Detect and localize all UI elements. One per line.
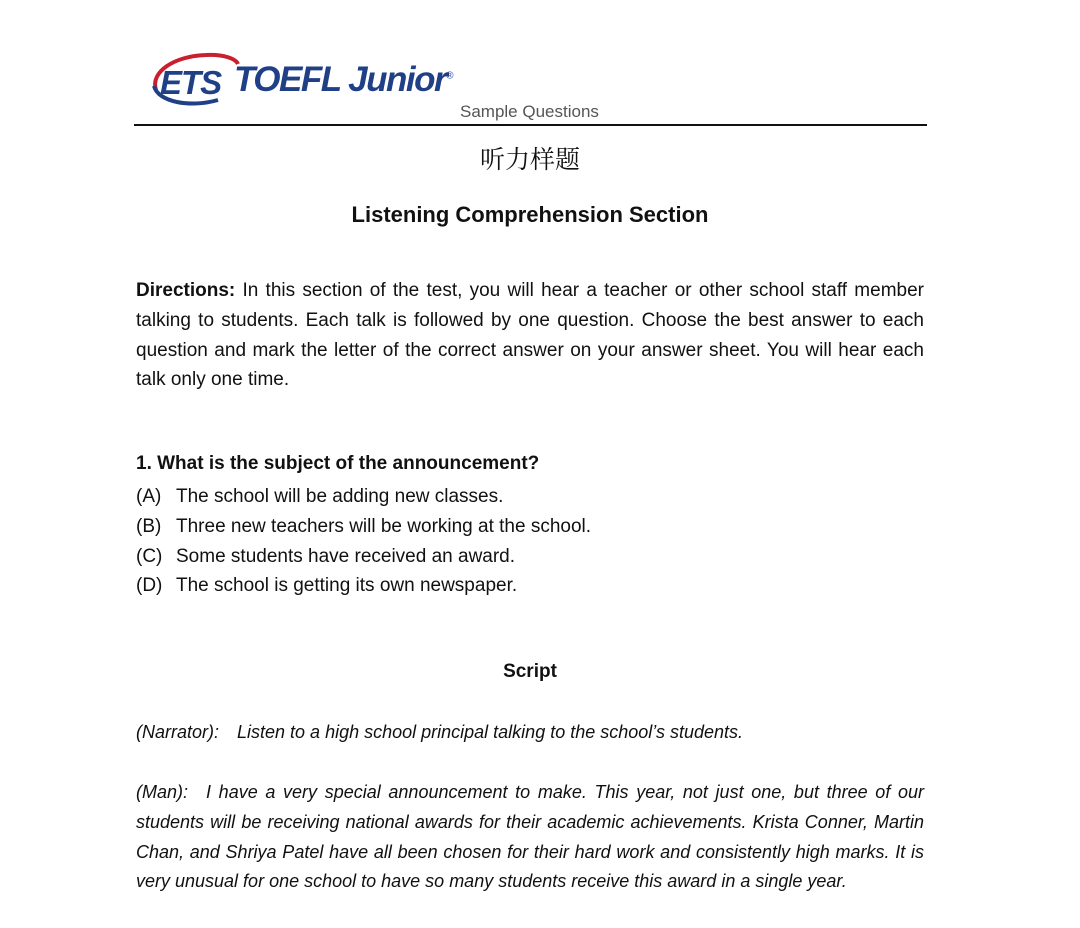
option-b [136, 512, 591, 542]
option-a [136, 482, 591, 512]
script-line-man [136, 778, 924, 897]
script-text: Listen to a high school principal talking to the school’s students. [237, 722, 743, 742]
script-text: I have a very special announcement to make. This year, not just one, but three of our students will be receiving national awards for their academic achievements. Krista Conner, Martin Chan, and Shriya Patel have all been chosen for their hard work and consistently high marks. It is very unusual for one school to have so many students receive this award in a single year. [136, 782, 924, 892]
script-title: Script [503, 661, 557, 682]
option-text: The school is getting its own newspaper. [176, 575, 518, 597]
option-letter: (C) [136, 545, 163, 567]
option-text: Some students have received an award. [176, 545, 516, 567]
script-line-narrator [136, 718, 924, 748]
speaker-label: (Man): [136, 782, 189, 802]
directions-paragraph [136, 276, 924, 395]
option-letter: (B) [136, 515, 162, 537]
logo-product-text: TOEFL Junior® [234, 60, 452, 99]
chinese-title: 听力样题 [479, 145, 580, 174]
answer-options [136, 482, 591, 601]
option-letter: (D) [136, 575, 163, 597]
logo-ets-text: ETS [160, 64, 222, 101]
speaker-label: (Narrator): [136, 722, 220, 742]
option-text: The school will be adding new classes. [176, 486, 504, 507]
directions-label: Directions: [136, 280, 236, 301]
question-text: 1. What is the subject of the announcement? [136, 453, 540, 474]
header-subtitle: Sample Questions [460, 102, 599, 121]
option-text: Three new teachers will be working at the school. [176, 515, 592, 537]
header-divider [134, 124, 927, 126]
ets-toefl-junior-logo [146, 50, 452, 112]
option-c [136, 542, 591, 572]
directions-text: In this section of the test, you will hear a teacher or other school staff member talking to students. Each talk is followed by one question. Choose the best answer to each question and mark the letter of the correct answer on your answer sheet. You will hear each talk only one time. [136, 280, 924, 391]
option-letter: (A) [136, 486, 162, 507]
option-d [136, 571, 591, 601]
section-title: Listening Comprehension Section [351, 202, 709, 227]
